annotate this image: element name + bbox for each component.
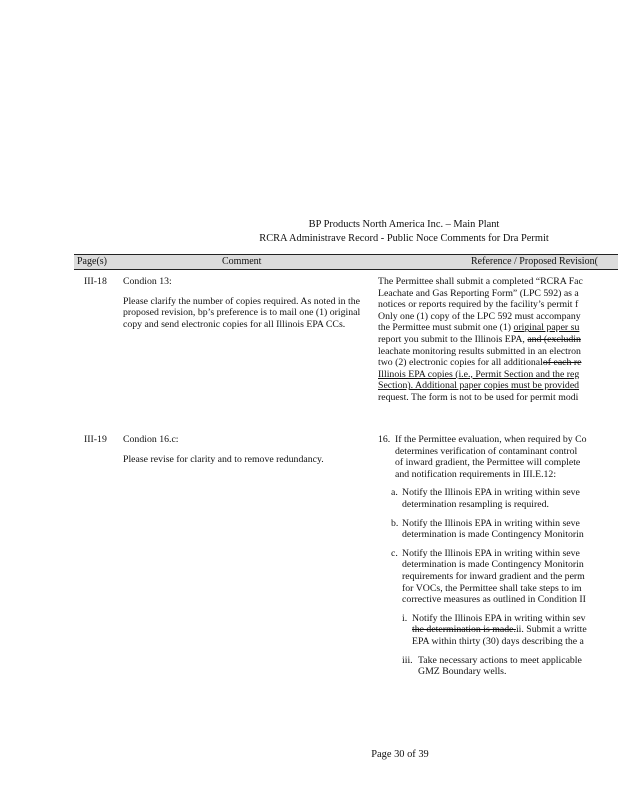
ref-item-c — [391, 548, 618, 606]
ref-deleted-text: the determination is made. — [412, 624, 516, 636]
ref-inserted-line: Illinois EPA copies (i.e., Permit Section and the reg — [378, 368, 580, 380]
row-page-ref: III-19 — [84, 434, 107, 445]
ref-line: corrective measures as outlined in Condition II — [402, 594, 586, 606]
ref-line — [378, 334, 618, 346]
comment-text: Please clarify the number of copies required. As noted in the proposed revision, bp’s preference is to mail one (1) original copy and send electronic copies for all Illinois EPA CCs. — [123, 295, 361, 330]
row-comment — [123, 434, 375, 465]
ref-line: Take necessary actions to meet applicable — [418, 654, 582, 666]
ref-inserted-text: original paper su — [513, 322, 580, 334]
column-header-page: Page(s) — [77, 256, 107, 267]
ref-line: Notify the Illinois EPA in writing within sev — [412, 612, 586, 624]
ref-item-iii — [402, 655, 618, 678]
ref-deleted-text: and (excludin — [527, 333, 581, 345]
ref-line: determination is made Contingency Monitorin — [402, 529, 584, 541]
ref-text: two (2) electronic copies for all additional — [378, 357, 543, 369]
ref-line: Notify the Illinois EPA in writing within seve — [402, 487, 580, 499]
ref-line: determination is made Contingency Monitorin — [402, 559, 584, 571]
ref-line: leachate monitoring results submitted in an electron — [378, 345, 581, 357]
ref-line: The Permittee shall submit a completed “RCRA Fac — [378, 276, 583, 287]
page-number: Page 30 of 39 — [371, 749, 429, 760]
ref-line: Notify the Illinois EPA in writing within seve — [402, 517, 580, 529]
condition-title: Condion 13: — [123, 276, 172, 287]
item-letter: a. — [391, 487, 398, 499]
comments-table — [74, 254, 618, 678]
table-header — [74, 254, 618, 270]
ref-line: determination resampling is required. — [402, 498, 549, 510]
item-roman: iii. — [402, 654, 413, 666]
ref-line: request. The form is not to be used for permit modi — [378, 391, 579, 403]
comment-text: Please revise for clarity and to remove redundancy. — [123, 453, 324, 465]
ref-line: EPA within thirty (30) days describing the a — [412, 635, 584, 647]
ref-line: GMZ Boundary wells. — [418, 666, 507, 678]
ref-line: determines verification of contaminant control — [395, 445, 578, 457]
ref-deleted-text: of each re — [542, 357, 582, 369]
row-reference — [378, 434, 618, 678]
column-header-reference: Reference / Proposed Revision( — [471, 256, 598, 267]
item-number: 16. — [378, 434, 391, 445]
item-letter: b. — [391, 517, 399, 529]
item-letter: c. — [391, 547, 398, 559]
condition-title: Condion 16.c: — [123, 434, 179, 445]
row-page-ref: III-18 — [84, 276, 107, 287]
column-header-comment: Comment — [222, 256, 262, 267]
ref-item-16 — [378, 434, 618, 480]
ref-line: for VOCs, the Permittee shall take steps to im — [402, 582, 582, 594]
ref-line: and notification requirements in III.E.12: — [395, 468, 557, 480]
row-comment — [123, 276, 375, 330]
ref-line — [378, 322, 618, 334]
ref-line: Only one (1) copy of the LPC 592 must accompany — [378, 310, 581, 322]
ref-line — [378, 357, 618, 369]
ref-line: Notify the Illinois EPA in writing within seve — [402, 547, 580, 559]
ref-line: Leachate and Gas Reporting Form” (LPC 592) as a — [378, 287, 579, 299]
ref-text: report you submit to the Illinois EPA, — [378, 333, 528, 345]
ref-text: ii. Submit a writte — [515, 624, 587, 636]
row-reference — [378, 276, 618, 404]
ref-line — [412, 624, 618, 636]
ref-line: requirements for inward gradient and the perm — [402, 570, 585, 582]
ref-line: of inward gradient, the Permittee will complete — [395, 457, 581, 469]
ref-item-i — [402, 613, 618, 648]
ref-text: the Permittee must submit one (1) — [378, 322, 514, 334]
ref-item-b — [391, 518, 618, 541]
ref-inserted-line: Section). Additional paper copies must be provided — [378, 380, 580, 392]
ref-line: notices or reports required by the facility’s permit f — [378, 299, 579, 311]
document-header-title: RCRA Administrave Record - Public Noce Comments for Dra Permit — [259, 233, 549, 244]
ref-item-a — [391, 487, 618, 510]
ref-line: If the Permittee evaluation, when required by Co — [395, 434, 587, 445]
item-roman: i. — [402, 612, 408, 624]
document-header-company: BP Products North America Inc. – Main Plant — [308, 219, 500, 230]
